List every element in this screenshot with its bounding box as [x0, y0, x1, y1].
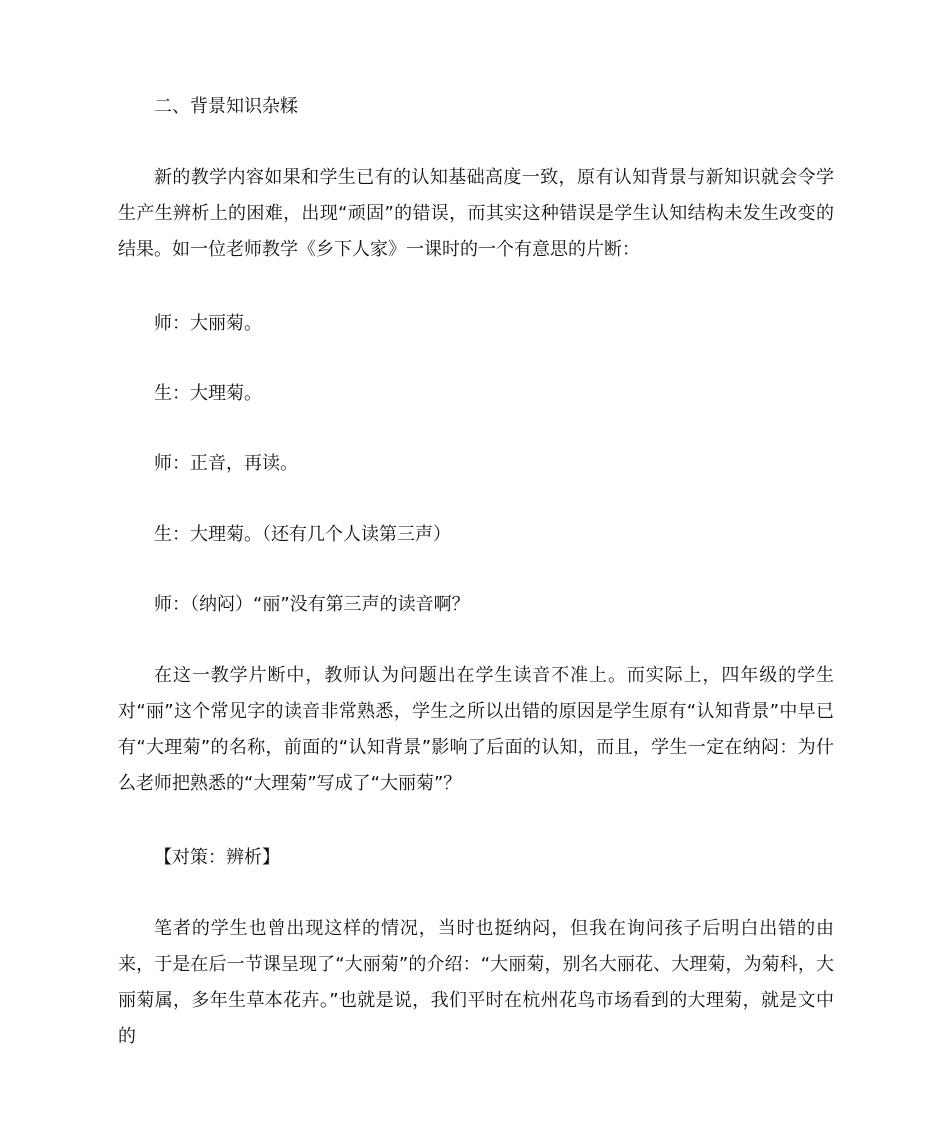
dialogue-line-3: 师：正音，再读。 — [154, 453, 298, 474]
paragraph-intro: 新的教学内容如果和学生已有的认知基础高度一致，原有认知背景与新知识就会令学生产生辨析上的困难，出现“顽固”的错误，而其实这种错误是学生认知结构未发生改变的结果。如一位老师教学《乡下人家》一课时的一个有意思的片断： — [118, 167, 834, 260]
paragraph-analysis: 在这一教学片断中，教师认为问题出在学生读音不准上。而实际上，四年级的学生对“丽”这个常见字的读音非常熟悉，学生之所以出错的原因是学生原有“认知背景”中早已有“大理菊”的名称，前面的“认知背景”影响了后面的认知，而且，学生一定在纳闷：为什么老师把熟悉的“大理菊”写成了“大丽菊”？ — [118, 665, 834, 794]
strategy-heading: 【对策：辨析】 — [154, 847, 280, 868]
section-heading: 二、背景知识杂糅 — [154, 96, 298, 117]
paragraph-strategy: 笔者的学生也曾出现这样的情况，当时也挺纳闷，但我在询问孩子后明白出错的由来，于是在后一节课呈现了“大丽菊”的介绍：“大丽菊，别名大丽花、大理菊，为菊科，大丽菊属，多年生草本花卉。”也就是说，我们平时在杭州花鸟市场看到的大理菊，就是文中的 — [118, 918, 834, 1047]
dialogue-line-1: 师：大丽菊。 — [154, 313, 262, 334]
dialogue-line-5: 师：（纳闷）“丽”没有第三声的读音啊？ — [154, 594, 470, 615]
dialogue-line-4: 生：大理菊。（还有几个人读第三声） — [154, 524, 451, 545]
dialogue-line-2: 生：大理菊。 — [154, 383, 262, 404]
